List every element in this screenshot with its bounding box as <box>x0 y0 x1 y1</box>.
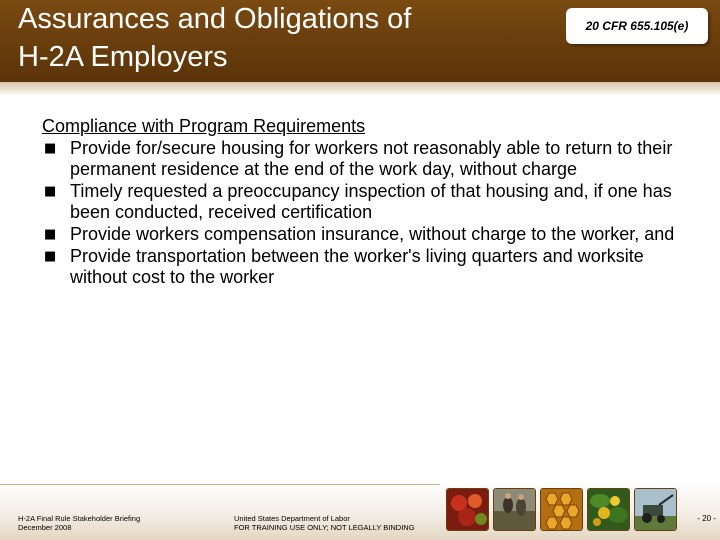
honeycomb-photo <box>540 488 583 531</box>
list-item <box>42 181 702 224</box>
regulation-citation-badge: 20 CFR 655.105(e) <box>566 8 708 44</box>
field-workers-photo <box>493 488 536 531</box>
slide-title-line-1: Assurances and Obligations of <box>18 3 412 35</box>
slide-title-line-2: H-2A Employers <box>18 41 228 73</box>
produce-photo <box>446 488 489 531</box>
farm-machinery-photo <box>634 488 677 531</box>
list-item <box>42 138 702 181</box>
fruit-orchard-photo <box>587 488 630 531</box>
square-bullet-icon: ■ <box>44 140 57 156</box>
square-bullet-icon: ■ <box>44 226 57 242</box>
square-bullet-icon: ■ <box>44 248 57 264</box>
footer-department-info <box>234 514 434 532</box>
slide-title <box>18 0 488 76</box>
page-number: - 20 - <box>697 514 716 523</box>
footer-divider <box>0 484 440 485</box>
slide-body <box>42 116 702 289</box>
footer-disclaimer: FOR TRAINING USE ONLY; NOT LEGALLY BINDING <box>234 523 415 532</box>
requirements-list <box>42 138 702 289</box>
list-item <box>42 224 702 246</box>
section-heading: Compliance with Program Requirements <box>42 116 366 136</box>
footer-briefing-title: H-2A Final Rule Stakeholder Briefing <box>18 514 141 523</box>
footer-briefing-date: December 2008 <box>18 523 72 532</box>
title-bar-shadow <box>0 82 720 96</box>
agriculture-photo-strip <box>446 488 676 532</box>
list-item-text: Provide workers compensation insurance, without charge to the worker, and <box>70 223 675 244</box>
list-item-text: Provide for/secure housing for workers not reasonably able to return to their permanent residence at the end of the work day, without charge <box>70 137 673 180</box>
list-item-text: Provide transportation between the worker's living quarters and worksite without cost to the worker <box>70 245 644 288</box>
list-item <box>42 246 702 289</box>
footer-briefing-info <box>18 514 208 532</box>
list-item-text: Timely requested a preoccupancy inspection of that housing and, if one has been conducted, received certification <box>70 180 672 223</box>
square-bullet-icon: ■ <box>44 183 57 199</box>
footer-department-name: United States Department of Labor <box>234 514 350 523</box>
